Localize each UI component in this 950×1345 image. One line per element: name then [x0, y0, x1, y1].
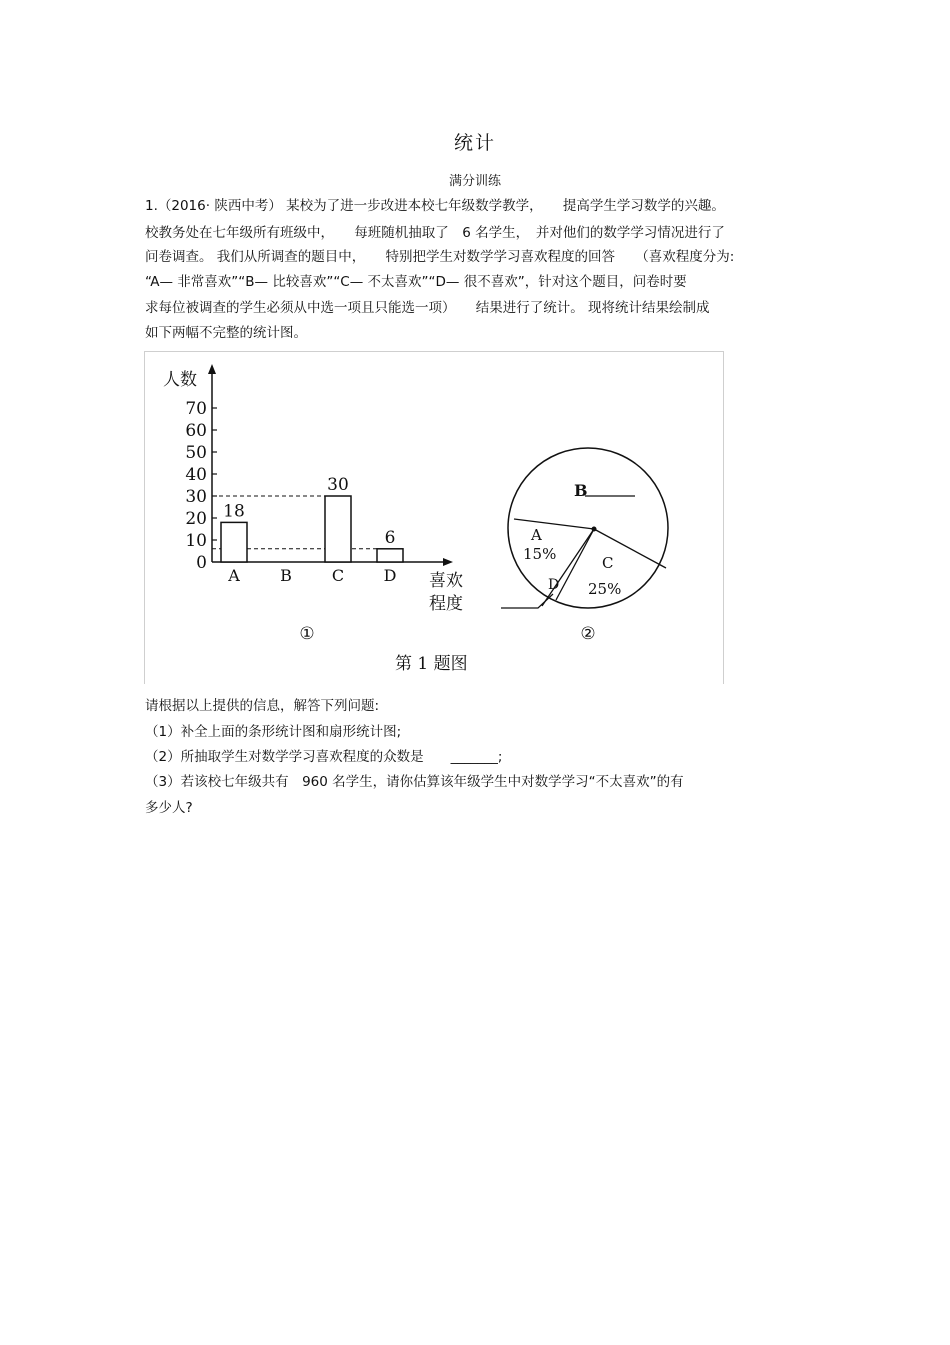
category-label: D	[383, 566, 397, 585]
category-label: C	[331, 566, 345, 585]
y-axis-arrow	[208, 364, 216, 374]
bar-value-label: 6	[384, 527, 396, 548]
bar-a	[221, 522, 247, 562]
bar-c	[325, 496, 351, 562]
question-line: “A— 非常喜欢”“B— 比较喜欢”“C— 不太喜欢”“D— 很不喜欢”，针对这个题目，问卷时要	[145, 274, 687, 290]
y-tick-label: 20	[185, 509, 207, 529]
y-tick-label: 50	[185, 443, 207, 463]
y-tick-label: 30	[185, 487, 207, 507]
y-tick-label: 0	[196, 553, 207, 573]
prompt-line: 请根据以上提供的信息，解答下列问题:	[145, 698, 380, 714]
pie-slice-boundary	[514, 519, 594, 529]
y-tick-label: 60	[185, 421, 207, 441]
figure-svg	[145, 352, 723, 684]
bar-value-label: 30	[327, 475, 349, 495]
y-tick-label: 70	[185, 399, 207, 419]
subquestion-3: （3）若该校七年级共有 960 名学生，请你估算该年级学生中对数学学习“不太喜欢”的有	[145, 774, 684, 790]
subquestion-3-cont: 多少人?	[145, 800, 193, 816]
question-line: 求每位被调查的学生必须从中选一项且只能选一项） 结果进行了统计。 现将统计结果绘制成	[145, 300, 710, 316]
pie-chart	[501, 448, 668, 644]
pie-chart-label: ②	[580, 624, 596, 644]
page-title: 统计	[453, 132, 496, 154]
category-label: A	[228, 566, 240, 585]
question-line: 如下两幅不完整的统计图。	[145, 325, 307, 341]
section-subtitle: 满分训练	[448, 174, 501, 189]
bar-chart	[163, 364, 463, 644]
pie-label-a: A	[531, 526, 542, 544]
category-label: B	[280, 566, 292, 585]
pie-slice-boundary	[542, 529, 594, 606]
bar-d	[377, 549, 403, 562]
pie-percent-c: 25%	[588, 580, 622, 598]
pie-center	[592, 527, 597, 532]
bar-value-label: 18	[223, 501, 245, 522]
pie-label-b: B	[574, 481, 588, 500]
x-axis-label-line1: 喜欢	[429, 571, 463, 591]
y-axis-label: 人数	[163, 370, 197, 390]
pie-label-d: D	[548, 577, 560, 593]
pie-label-c: C	[602, 554, 614, 572]
question-line: 1.（2016· 陕西中考） 某校为了进一步改进本校七年级数学教学， 提高学生学习数学的兴趣。	[145, 198, 725, 214]
y-tick-label: 10	[185, 531, 207, 551]
statistics-figure	[144, 351, 724, 684]
subquestion-1: （1）补全上面的条形统计图和扇形统计图;	[145, 724, 402, 740]
bar-chart-label: ①	[299, 624, 315, 644]
x-axis-label-line2: 程度	[429, 594, 463, 614]
x-axis-arrow	[443, 558, 453, 566]
figure-caption: 第 1 题图	[395, 654, 468, 674]
question-line: 问卷调查。 我们从所调查的题目中， 特别把学生对数学学习喜欢程度的回答 （喜欢程度分为:	[145, 249, 735, 265]
y-tick-label: 40	[185, 465, 207, 485]
question-line: 校教务处在七年级所有班级中， 每班随机抽取了 6 名学生， 并对他们的数学学习情况进行了	[145, 225, 725, 241]
subquestion-2: （2）所抽取学生对数学学习喜欢程度的众数是 _______;	[145, 749, 503, 765]
pie-percent-a: 15%	[523, 545, 557, 563]
